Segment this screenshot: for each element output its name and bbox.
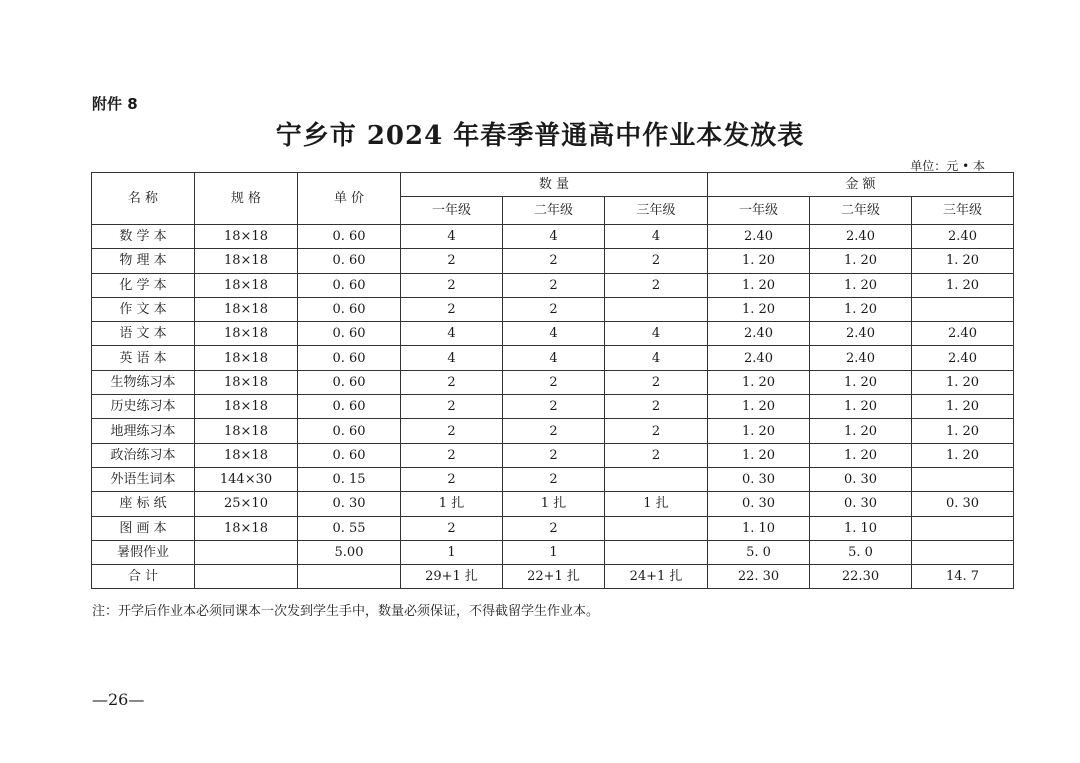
cell-amount-grade2: 0. 30 bbox=[810, 467, 912, 491]
cell-amount-grade1: 1. 20 bbox=[708, 443, 810, 467]
cell-amount-grade3: 2.40 bbox=[912, 322, 1014, 346]
cell-price: 0. 60 bbox=[298, 419, 401, 443]
cell-spec: 144×30 bbox=[195, 467, 298, 491]
cell-amount-grade2: 1. 20 bbox=[810, 249, 912, 273]
cell-price: 0. 15 bbox=[298, 467, 401, 491]
cell-price: 0. 30 bbox=[298, 492, 401, 516]
cell-name: 暑假作业 bbox=[92, 540, 195, 564]
cell-amount-grade1: 1. 20 bbox=[708, 273, 810, 297]
cell-amount-grade3 bbox=[912, 516, 1014, 540]
cell-quantity-grade2: 22+1 扎 bbox=[503, 565, 605, 589]
cell-quantity-grade1: 2 bbox=[401, 370, 503, 394]
cell-quantity-grade3: 2 bbox=[605, 419, 708, 443]
cell-amount-grade1: 0. 30 bbox=[708, 467, 810, 491]
unit-label: 单位：元 • 本 bbox=[910, 159, 985, 173]
cell-quantity-grade1: 1 扎 bbox=[401, 492, 503, 516]
cell-price: 0. 60 bbox=[298, 395, 401, 419]
header-amount-grade1: 一年级 bbox=[708, 197, 810, 225]
cell-amount-grade1: 22. 30 bbox=[708, 565, 810, 589]
cell-amount-grade2: 2.40 bbox=[810, 346, 912, 370]
cell-name: 化 学 本 bbox=[92, 273, 195, 297]
cell-amount-grade1: 1. 20 bbox=[708, 297, 810, 321]
header-quantity: 数 量 bbox=[401, 173, 708, 197]
cell-name: 政治练习本 bbox=[92, 443, 195, 467]
cell-spec: 25×10 bbox=[195, 492, 298, 516]
cell-amount-grade3 bbox=[912, 467, 1014, 491]
cell-quantity-grade1: 4 bbox=[401, 346, 503, 370]
header-quantity-grade2: 二年级 bbox=[503, 197, 605, 225]
cell-name: 语 文 本 bbox=[92, 322, 195, 346]
table-row bbox=[92, 467, 1014, 491]
cell-name: 图 画 本 bbox=[92, 516, 195, 540]
table-row bbox=[92, 225, 1014, 249]
cell-amount-grade1: 2.40 bbox=[708, 225, 810, 249]
cell-amount-grade1: 1. 20 bbox=[708, 419, 810, 443]
cell-quantity-grade1: 2 bbox=[401, 273, 503, 297]
cell-quantity-grade1: 2 bbox=[401, 443, 503, 467]
cell-amount-grade1: 2.40 bbox=[708, 322, 810, 346]
cell-quantity-grade2: 1 bbox=[503, 540, 605, 564]
cell-spec: 18×18 bbox=[195, 297, 298, 321]
cell-spec: 18×18 bbox=[195, 516, 298, 540]
cell-quantity-grade2: 4 bbox=[503, 346, 605, 370]
cell-amount-grade3: 2.40 bbox=[912, 225, 1014, 249]
header-amount: 金 额 bbox=[708, 173, 1014, 197]
cell-amount-grade3 bbox=[912, 297, 1014, 321]
table-row bbox=[92, 249, 1014, 273]
cell-amount-grade2: 1. 20 bbox=[810, 370, 912, 394]
cell-amount-grade1: 0. 30 bbox=[708, 492, 810, 516]
cell-amount-grade3: 2.40 bbox=[912, 346, 1014, 370]
cell-amount-grade2: 0. 30 bbox=[810, 492, 912, 516]
cell-quantity-grade3 bbox=[605, 540, 708, 564]
cell-quantity-grade3: 2 bbox=[605, 249, 708, 273]
cell-amount-grade2: 22.30 bbox=[810, 565, 912, 589]
table-row bbox=[92, 322, 1014, 346]
cell-price: 0. 60 bbox=[298, 322, 401, 346]
cell-spec: 18×18 bbox=[195, 346, 298, 370]
cell-quantity-grade1: 2 bbox=[401, 516, 503, 540]
cell-name: 生物练习本 bbox=[92, 370, 195, 394]
cell-quantity-grade3: 2 bbox=[605, 273, 708, 297]
cell-spec: 18×18 bbox=[195, 395, 298, 419]
cell-name: 座 标 纸 bbox=[92, 492, 195, 516]
page-number: —26— bbox=[92, 690, 145, 709]
cell-spec: 18×18 bbox=[195, 370, 298, 394]
table-header bbox=[92, 173, 1014, 225]
cell-price: 0. 60 bbox=[298, 297, 401, 321]
cell-amount-grade2: 2.40 bbox=[810, 322, 912, 346]
cell-spec: 18×18 bbox=[195, 273, 298, 297]
cell-quantity-grade2: 4 bbox=[503, 322, 605, 346]
cell-quantity-grade1: 2 bbox=[401, 249, 503, 273]
cell-price: 5.00 bbox=[298, 540, 401, 564]
cell-price: 0. 60 bbox=[298, 225, 401, 249]
cell-quantity-grade1: 29+1 扎 bbox=[401, 565, 503, 589]
cell-spec bbox=[195, 565, 298, 589]
cell-quantity-grade1: 2 bbox=[401, 467, 503, 491]
cell-quantity-grade2: 2 bbox=[503, 516, 605, 540]
cell-amount-grade2: 2.40 bbox=[810, 225, 912, 249]
table-row bbox=[92, 370, 1014, 394]
cell-amount-grade3: 1. 20 bbox=[912, 249, 1014, 273]
cell-quantity-grade3 bbox=[605, 467, 708, 491]
cell-quantity-grade2: 2 bbox=[503, 370, 605, 394]
cell-amount-grade2: 1. 20 bbox=[810, 443, 912, 467]
cell-amount-grade1: 2.40 bbox=[708, 346, 810, 370]
cell-amount-grade3: 14. 7 bbox=[912, 565, 1014, 589]
cell-amount-grade2: 1. 20 bbox=[810, 273, 912, 297]
cell-amount-grade3 bbox=[912, 540, 1014, 564]
cell-spec: 18×18 bbox=[195, 443, 298, 467]
cell-quantity-grade2: 2 bbox=[503, 297, 605, 321]
cell-quantity-grade1: 4 bbox=[401, 322, 503, 346]
cell-quantity-grade1: 2 bbox=[401, 395, 503, 419]
cell-quantity-grade2: 2 bbox=[503, 419, 605, 443]
cell-quantity-grade3: 2 bbox=[605, 395, 708, 419]
cell-quantity-grade2: 2 bbox=[503, 443, 605, 467]
cell-amount-grade1: 1. 10 bbox=[708, 516, 810, 540]
cell-price: 0. 60 bbox=[298, 273, 401, 297]
header-price: 单 价 bbox=[298, 173, 401, 225]
cell-price: 0. 60 bbox=[298, 249, 401, 273]
table-row bbox=[92, 565, 1014, 589]
table-row bbox=[92, 297, 1014, 321]
cell-amount-grade1: 1. 20 bbox=[708, 249, 810, 273]
cell-amount-grade3: 1. 20 bbox=[912, 370, 1014, 394]
cell-amount-grade2: 5. 0 bbox=[810, 540, 912, 564]
header-name: 名 称 bbox=[92, 173, 195, 225]
table-row bbox=[92, 346, 1014, 370]
header-quantity-grade1: 一年级 bbox=[401, 197, 503, 225]
cell-name: 历史练习本 bbox=[92, 395, 195, 419]
cell-amount-grade1: 5. 0 bbox=[708, 540, 810, 564]
cell-name: 作 文 本 bbox=[92, 297, 195, 321]
cell-quantity-grade3 bbox=[605, 516, 708, 540]
cell-spec: 18×18 bbox=[195, 322, 298, 346]
cell-spec: 18×18 bbox=[195, 419, 298, 443]
cell-amount-grade2: 1. 20 bbox=[810, 395, 912, 419]
cell-name: 地理练习本 bbox=[92, 419, 195, 443]
cell-amount-grade3: 1. 20 bbox=[912, 419, 1014, 443]
cell-amount-grade1: 1. 20 bbox=[708, 395, 810, 419]
cell-spec: 18×18 bbox=[195, 225, 298, 249]
header-amount-grade2: 二年级 bbox=[810, 197, 912, 225]
cell-quantity-grade3: 4 bbox=[605, 225, 708, 249]
table-row bbox=[92, 273, 1014, 297]
cell-amount-grade3: 1. 20 bbox=[912, 273, 1014, 297]
table-row bbox=[92, 395, 1014, 419]
table-body bbox=[92, 225, 1014, 589]
cell-spec bbox=[195, 540, 298, 564]
cell-quantity-grade3: 4 bbox=[605, 346, 708, 370]
table-row bbox=[92, 419, 1014, 443]
cell-quantity-grade2: 2 bbox=[503, 249, 605, 273]
cell-quantity-grade2: 2 bbox=[503, 395, 605, 419]
cell-amount-grade2: 1. 10 bbox=[810, 516, 912, 540]
table-row bbox=[92, 492, 1014, 516]
document-title: 宁乡市 2024 年春季普通高中作业本发放表 bbox=[275, 121, 805, 151]
cell-quantity-grade2: 1 扎 bbox=[503, 492, 605, 516]
cell-amount-grade3: 1. 20 bbox=[912, 395, 1014, 419]
cell-quantity-grade3: 24+1 扎 bbox=[605, 565, 708, 589]
header-spec: 规 格 bbox=[195, 173, 298, 225]
cell-quantity-grade2: 2 bbox=[503, 467, 605, 491]
cell-quantity-grade1: 4 bbox=[401, 225, 503, 249]
cell-name: 物 理 本 bbox=[92, 249, 195, 273]
cell-quantity-grade3: 2 bbox=[605, 370, 708, 394]
cell-amount-grade1: 1. 20 bbox=[708, 370, 810, 394]
cell-amount-grade2: 1. 20 bbox=[810, 297, 912, 321]
cell-quantity-grade3: 2 bbox=[605, 443, 708, 467]
cell-quantity-grade2: 4 bbox=[503, 225, 605, 249]
cell-quantity-grade1: 1 bbox=[401, 540, 503, 564]
cell-amount-grade3: 1. 20 bbox=[912, 443, 1014, 467]
cell-quantity-grade3: 4 bbox=[605, 322, 708, 346]
cell-name: 英 语 本 bbox=[92, 346, 195, 370]
table-row bbox=[92, 540, 1014, 564]
cell-price: 0. 55 bbox=[298, 516, 401, 540]
cell-quantity-grade1: 2 bbox=[401, 419, 503, 443]
footnote: 注：开学后作业本必须同课本一次发到学生手中，数量必须保证，不得截留学生作业本。 bbox=[92, 604, 600, 619]
cell-name: 数 学 本 bbox=[92, 225, 195, 249]
table-row bbox=[92, 516, 1014, 540]
cell-quantity-grade3 bbox=[605, 297, 708, 321]
cell-quantity-grade1: 2 bbox=[401, 297, 503, 321]
cell-name: 合 计 bbox=[92, 565, 195, 589]
cell-quantity-grade3: 1 扎 bbox=[605, 492, 708, 516]
cell-quantity-grade2: 2 bbox=[503, 273, 605, 297]
cell-price: 0. 60 bbox=[298, 346, 401, 370]
attachment-label: 附件 8 bbox=[92, 95, 138, 113]
cell-price bbox=[298, 565, 401, 589]
header-quantity-grade3: 三年级 bbox=[605, 197, 708, 225]
distribution-table bbox=[91, 172, 1014, 589]
cell-amount-grade3: 0. 30 bbox=[912, 492, 1014, 516]
header-amount-grade3: 三年级 bbox=[912, 197, 1014, 225]
cell-name: 外语生词本 bbox=[92, 467, 195, 491]
cell-amount-grade2: 1. 20 bbox=[810, 419, 912, 443]
cell-price: 0. 60 bbox=[298, 370, 401, 394]
table-row bbox=[92, 443, 1014, 467]
cell-price: 0. 60 bbox=[298, 443, 401, 467]
cell-spec: 18×18 bbox=[195, 249, 298, 273]
